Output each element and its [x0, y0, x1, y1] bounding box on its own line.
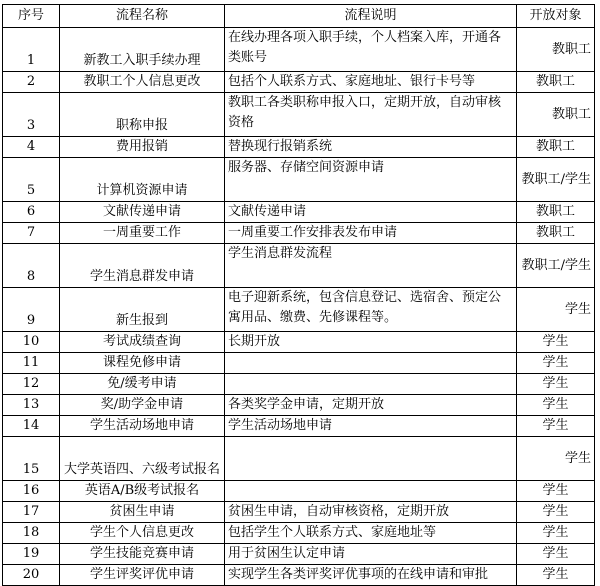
open-target: 学生 [517, 437, 595, 481]
process-description: 贫困生申请，自动审核资格，定期开放 [225, 502, 517, 523]
open-target: 教职工 [517, 93, 595, 137]
row-number: 2 [3, 72, 60, 93]
table-row [3, 93, 595, 137]
row-number: 18 [3, 523, 60, 544]
process-name: 免/缓考申请 [60, 374, 225, 395]
process-table [2, 4, 595, 586]
table-row [3, 137, 595, 158]
process-name: 职称申报 [60, 93, 225, 137]
open-target: 学生 [517, 481, 595, 502]
row-number: 13 [3, 395, 60, 416]
open-target: 学生 [517, 416, 595, 437]
table-row [3, 353, 595, 374]
row-number: 7 [3, 223, 60, 244]
process-description [225, 353, 517, 374]
row-number: 15 [3, 437, 60, 481]
process-description: 替换现行报销系统 [225, 137, 517, 158]
open-target: 教职工 [517, 223, 595, 244]
open-target: 教职工/学生 [517, 244, 595, 288]
row-number: 8 [3, 244, 60, 288]
open-target: 学生 [517, 395, 595, 416]
open-target: 教职工 [517, 202, 595, 223]
table-row [3, 374, 595, 395]
process-description: 一周重要工作安排表发布申请 [225, 223, 517, 244]
process-name: 学生技能竞赛申请 [60, 544, 225, 565]
row-number: 20 [3, 565, 60, 586]
row-number: 17 [3, 502, 60, 523]
header-name: 流程名称 [60, 5, 225, 28]
process-description: 电子迎新系统，包含信息登记、选宿舍、预定公寓用品、缴费、先修课程等。 [225, 288, 517, 332]
row-number: 3 [3, 93, 60, 137]
table-body [3, 28, 595, 586]
process-name: 英语A/B级考试报名 [60, 481, 225, 502]
process-name: 教职工个人信息更改 [60, 72, 225, 93]
row-number: 9 [3, 288, 60, 332]
table-row [3, 502, 595, 523]
open-target: 学生 [517, 565, 595, 586]
process-description: 包括学生个人联系方式、家庭地址等 [225, 523, 517, 544]
open-target: 学生 [517, 288, 595, 332]
row-number: 12 [3, 374, 60, 395]
process-name: 学生消息群发申请 [60, 244, 225, 288]
row-number: 10 [3, 332, 60, 353]
header-desc: 流程说明 [225, 5, 517, 28]
process-name: 学生活动场地申请 [60, 416, 225, 437]
process-name: 考试成绩查询 [60, 332, 225, 353]
process-name: 课程免修申请 [60, 353, 225, 374]
open-target: 教职工 [517, 137, 595, 158]
process-description: 长期开放 [225, 332, 517, 353]
table-row [3, 395, 595, 416]
open-target: 学生 [517, 374, 595, 395]
table-row [3, 481, 595, 502]
row-number: 11 [3, 353, 60, 374]
open-target: 教职工/学生 [517, 158, 595, 202]
row-number: 19 [3, 544, 60, 565]
table-row [3, 158, 595, 202]
row-number: 1 [3, 28, 60, 72]
table-row [3, 437, 595, 481]
table-row [3, 288, 595, 332]
process-name: 新教工入职手续办理 [60, 28, 225, 72]
row-number: 16 [3, 481, 60, 502]
process-description: 包括个人联系方式、家庭地址、银行卡号等 [225, 72, 517, 93]
process-name: 费用报销 [60, 137, 225, 158]
header-target: 开放对象 [517, 5, 595, 28]
process-description: 教职工各类职称申报入口，定期开放，自动审核资格 [225, 93, 517, 137]
row-number: 6 [3, 202, 60, 223]
table-row [3, 565, 595, 586]
process-name: 奖/助学金申请 [60, 395, 225, 416]
process-description: 各类奖学金申请，定期开放 [225, 395, 517, 416]
process-name: 贫困生申请 [60, 502, 225, 523]
process-name: 文献传递申请 [60, 202, 225, 223]
process-description: 学生活动场地申请 [225, 416, 517, 437]
row-number: 14 [3, 416, 60, 437]
open-target: 教职工 [517, 28, 595, 72]
table-row [3, 223, 595, 244]
table-row [3, 523, 595, 544]
table-row [3, 244, 595, 288]
process-description: 用于贫困生认定申请 [225, 544, 517, 565]
process-table-container [2, 4, 595, 586]
open-target: 学生 [517, 523, 595, 544]
process-name: 大学英语四、六级考试报名 [60, 437, 225, 481]
process-description: 在线办理各项入职手续，个人档案入库，开通各类账号 [225, 28, 517, 72]
table-row [3, 72, 595, 93]
row-number: 5 [3, 158, 60, 202]
open-target: 教职工 [517, 72, 595, 93]
process-name: 计算机资源申请 [60, 158, 225, 202]
process-description: 文献传递申请 [225, 202, 517, 223]
process-description [225, 374, 517, 395]
header-no: 序号 [3, 5, 60, 28]
table-row [3, 332, 595, 353]
process-name: 新生报到 [60, 288, 225, 332]
table-row [3, 544, 595, 565]
open-target: 学生 [517, 502, 595, 523]
table-row [3, 28, 595, 72]
process-description: 服务器、存储空间资源申请 [225, 158, 517, 202]
process-description [225, 481, 517, 502]
process-name: 学生个人信息更改 [60, 523, 225, 544]
process-description [225, 437, 517, 481]
process-name: 学生评奖评优申请 [60, 565, 225, 586]
table-row [3, 416, 595, 437]
process-description: 实现学生各类评奖评优事项的在线申请和审批 [225, 565, 517, 586]
open-target: 学生 [517, 332, 595, 353]
open-target: 学生 [517, 544, 595, 565]
table-header-row [3, 5, 595, 28]
open-target: 学生 [517, 353, 595, 374]
row-number: 4 [3, 137, 60, 158]
process-name: 一周重要工作 [60, 223, 225, 244]
table-row [3, 202, 595, 223]
process-description: 学生消息群发流程 [225, 244, 517, 288]
